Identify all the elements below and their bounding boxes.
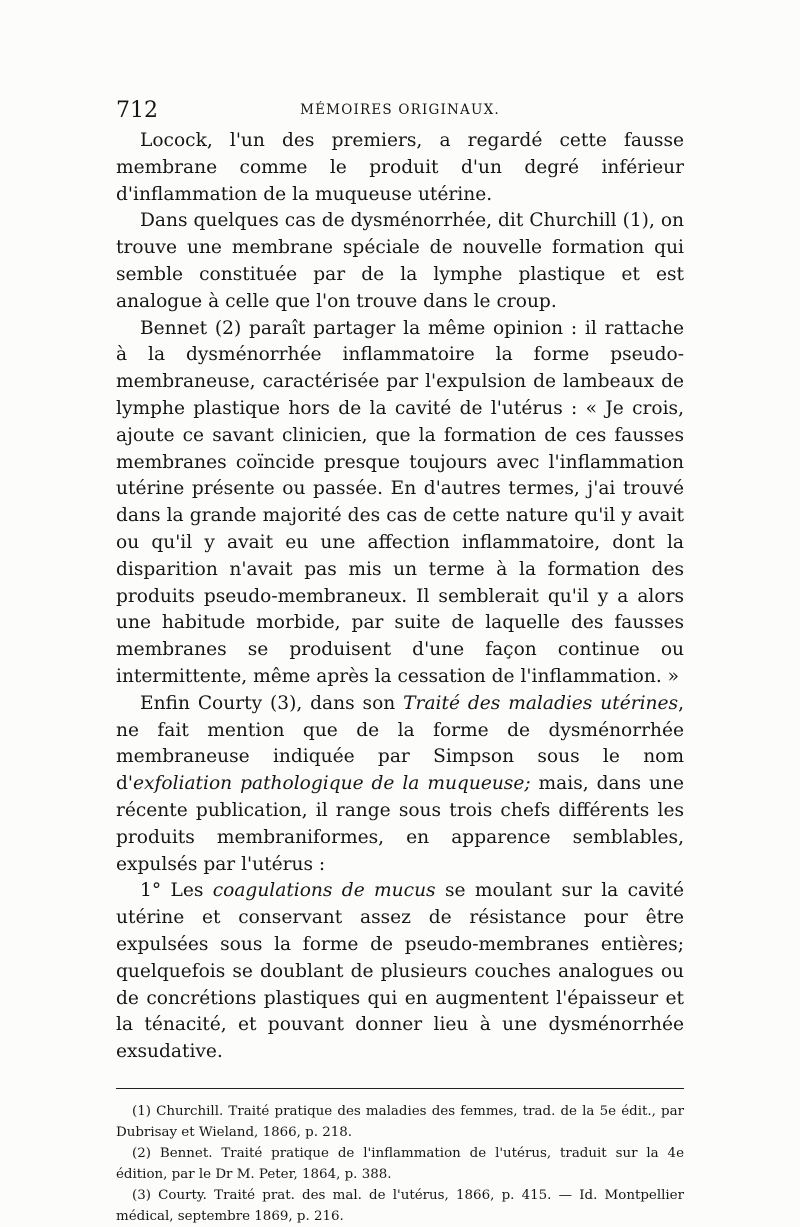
- paragraph-bennet: Bennet (2) paraît partager la même opinion : il rattache à la dysménorrhée inflammatoire la forme pseudo-membraneuse, caractérisée par l'expulsion de lambeaux de lymphe plastique hors de la cavité de l'utérus : « Je crois, ajoute ce savant clinicien, que la formation de ces fausses membranes coïncide presque toujours avec l'inflammation utérine présente ou passée. En d'autres termes, j'ai trouvé dans la grande majorité des cas de cette nature qu'il y avait ou qu'il y avait eu une affection inflammatoire, dont la disparition n'avait pas mis un terme à la formation des produits pseudo-membraneux. Il semblerait qu'il y a alors une habitude morbide, par suite de laquelle des fausses membranes se produisent d'une façon continue ou intermittente, même après la cessation de l'inflammation. »: [116, 317, 684, 687]
- paragraph-coagulations-text-1: 1° Les: [140, 880, 213, 902]
- term-exfoliation: exfoliation pathologique de la muqueuse;: [133, 773, 531, 795]
- paragraph-courty: [116, 691, 684, 879]
- page: [116, 98, 684, 1227]
- footnote-1: (1) Churchill. Traité pratique des maladies des femmes, trad. de la 5e édit., par Dubrisay et Wieland, 1866, p. 218.: [116, 1103, 684, 1140]
- paragraph-coagulations: [116, 878, 684, 1066]
- term-coagulations: coagulations de mucus: [212, 880, 436, 902]
- footnote-3: (3) Courty. Traité prat. des mal. de l'utérus, 1866, p. 415. — Id. Montpellier médical, septembre 1869, p. 216.: [116, 1187, 684, 1224]
- paragraph-churchill: Dans quelques cas de dysménorrhée, dit Churchill (1), on trouve une membrane spéciale de nouvelle formation qui semble constituée par de la lymphe plastique et est analogue à celle que l'on trouve dans le croup.: [116, 210, 684, 312]
- footnote-divider: [116, 1088, 684, 1089]
- paragraph-courty-text-2: , ne fait mention que de la forme de dysménorrhée membraneuse indiquée par Simpson sous le nom d': [116, 692, 684, 795]
- title-traite-maladies: Traité des maladies utérines: [403, 692, 679, 714]
- paragraph-courty-text-3: mais, dans une récente publication, il range sous trois chefs différents les produits membraniformes, en apparence semblables, expulsés par l'utérus :: [116, 773, 684, 875]
- running-head: MÉMOIRES ORIGINAUX.: [300, 102, 500, 118]
- footnotes: [116, 1101, 684, 1227]
- page-header: [116, 98, 684, 128]
- paragraph-coagulations-text-2: se moulant sur la cavité utérine et conservant assez de résistance pour être expulsées sous la forme de pseudo-membranes entières; quelquefois se doublant de plusieurs couches analogues ou de concrétions plastiques qui en augmentent l'épaisseur et la ténacité, et pouvant donner lieu à une dysménorrhée exsudative.: [116, 880, 685, 1063]
- paragraph-courty-text-1: Enfin Courty (3), dans son: [140, 692, 404, 714]
- page-number: 712: [116, 98, 158, 123]
- paragraph-locock: Locock, l'un des premiers, a regardé cette fausse membrane comme le produit d'un degré inférieur d'inflammation de la muqueuse utérine.: [116, 130, 684, 205]
- footnote-2: (2) Bennet. Traité pratique de l'inflammation de l'utérus, traduit sur la 4e édition, par le Dr M. Peter, 1864, p. 388.: [116, 1145, 684, 1182]
- body-text: [116, 128, 684, 1066]
